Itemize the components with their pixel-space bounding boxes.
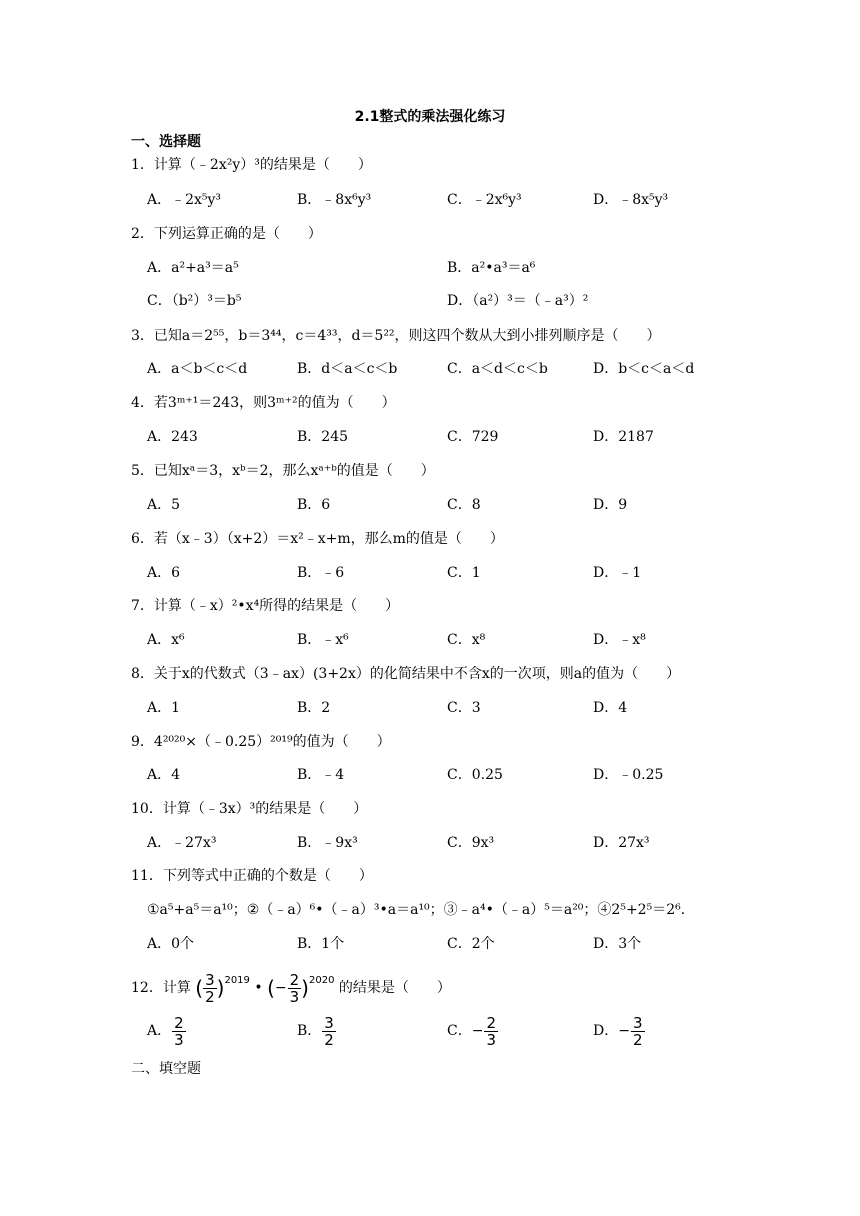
- option-d[interactable]: D．4: [593, 700, 628, 716]
- option-d[interactable]: D．﹣8x⁵y³: [593, 192, 669, 208]
- option-d[interactable]: D．− $\frac{3}{2}$: [593, 1013, 643, 1049]
- option-d[interactable]: D．﹣1: [593, 565, 642, 581]
- option-c[interactable]: C．a＜d＜c＜b: [447, 361, 548, 377]
- option-b[interactable]: B． $\frac{3}{2}$: [297, 1013, 334, 1049]
- option-b[interactable]: B．﹣8x⁶y³: [297, 192, 372, 208]
- option-c[interactable]: C．1: [447, 565, 481, 581]
- option-d[interactable]: D．27x³: [593, 835, 650, 851]
- option-c[interactable]: C．3: [447, 700, 481, 716]
- option-c[interactable]: C．x⁸: [447, 632, 486, 648]
- option-a[interactable]: A．0个: [147, 936, 195, 952]
- fraction-base-2: $\frac{2}{3}$: [289, 970, 300, 1006]
- option-d[interactable]: D．b＜c＜a＜d: [593, 361, 695, 377]
- option-a[interactable]: A． $\frac{2}{3}$: [147, 1013, 184, 1049]
- question-12-stem: 12．计算 ( $\frac{3}{2}$ )$^{2019}$ • (− $\frac{2}{3}$ )$^{2020}$ 的结果是（ ）: [131, 970, 451, 1006]
- question-3-stem: 3．已知a＝2⁵⁵，b＝3⁴⁴，c＝4³³，d＝5²²，则这四个数从大到小排列顺序是（ ）: [131, 328, 661, 344]
- question-4-options: [147, 427, 747, 447]
- question-3-options: [147, 359, 747, 379]
- option-b[interactable]: B．﹣4: [297, 767, 345, 783]
- exponent-1: 2019: [224, 975, 250, 986]
- section-heading-choice: 一、选择题: [131, 134, 201, 150]
- question-11-statements: ①a⁵+a⁵＝a¹⁰；②（﹣a）⁶•（﹣a）³•a＝a¹⁰；③﹣a⁴•（﹣a）⁵＝a²⁰；④2⁵+2⁵＝2⁶．: [147, 902, 695, 918]
- option-a[interactable]: A．1: [147, 700, 181, 716]
- exponent-2: 2020: [308, 975, 335, 986]
- stem-prefix: 12．计算: [131, 980, 191, 996]
- option-c[interactable]: C．0.25: [447, 767, 503, 783]
- question-5-stem: 5．已知xᵃ＝3，xᵇ＝2，那么xᵃ⁺ᵇ的值是（ ）: [131, 463, 435, 479]
- option-c[interactable]: C．− $\frac{2}{3}$: [447, 1013, 496, 1049]
- option-c[interactable]: C．2个: [447, 936, 495, 952]
- question-7-options: [147, 630, 747, 650]
- option-b[interactable]: B．﹣6: [297, 565, 345, 581]
- option-a[interactable]: A．a＜b＜c＜d: [147, 361, 248, 377]
- option-b[interactable]: B．2: [297, 700, 331, 716]
- section-heading-fill-in: 二、填空题: [131, 1061, 201, 1077]
- fraction-base-1: $\frac{3}{2}$: [205, 970, 215, 1006]
- question-4-stem: 4．若3ᵐ⁺¹＝243，则3ᵐ⁺²的值为（ ）: [131, 395, 396, 411]
- option-b[interactable]: B．245: [297, 429, 349, 445]
- option-d[interactable]: D．3个: [593, 936, 642, 952]
- option-a[interactable]: A．x⁶: [147, 632, 185, 648]
- question-12-options: [147, 1011, 747, 1051]
- option-b[interactable]: B．d＜a＜c＜b: [297, 361, 398, 377]
- option-b[interactable]: B．﹣9x³: [297, 835, 358, 851]
- question-10-stem: 10．计算（﹣3x）³的结果是（ ）: [131, 801, 368, 817]
- option-c[interactable]: C．8: [447, 497, 481, 513]
- question-7-stem: 7．计算（﹣x）²•x⁴所得的结果是（ ）: [131, 598, 400, 614]
- option-d[interactable]: D．9: [593, 497, 628, 513]
- question-6-options: [147, 563, 747, 583]
- option-b[interactable]: B．1个: [297, 936, 345, 952]
- option-d[interactable]: D．﹣0.25: [593, 767, 664, 783]
- question-10-options: [147, 833, 747, 853]
- question-8-stem: 8．关于x的代数式（3﹣ax）(3+2x）的化简结果中不含x的一次项，则a的值为（ ）: [131, 666, 681, 682]
- question-2-options-row1: [147, 258, 747, 278]
- question-8-options: [147, 698, 747, 718]
- option-c[interactable]: C．﹣2x⁶y³: [447, 192, 522, 208]
- question-5-options: [147, 495, 747, 515]
- question-1-options: [147, 190, 747, 210]
- option-c[interactable]: C．（b²）³＝b⁵: [147, 293, 242, 309]
- question-11-options: [147, 934, 747, 954]
- option-a[interactable]: A．5: [147, 497, 181, 513]
- page-title: 2.1整式的乘法强化练习: [354, 109, 506, 125]
- option-d[interactable]: D．﹣x⁸: [593, 632, 646, 648]
- question-9-options: [147, 765, 747, 785]
- option-a[interactable]: A．243: [147, 429, 198, 445]
- question-1-stem: 1．计算（﹣2x²y）³的结果是（ ）: [131, 157, 372, 173]
- option-a[interactable]: A．a²+a³＝a⁵: [147, 260, 239, 276]
- option-a[interactable]: A．4: [147, 767, 181, 783]
- question-2-stem: 2．下列运算正确的是（ ）: [131, 226, 322, 242]
- question-9-stem: 9．4²⁰²⁰×（﹣0.25）²⁰¹⁹的值为（ ）: [131, 734, 391, 750]
- question-11-stem: 11．下列等式中正确的个数是（ ）: [131, 868, 373, 884]
- question-6-stem: 6．若（x﹣3）（x+2）＝x²﹣x+m，那么m的值是（ ）: [131, 531, 504, 547]
- option-d[interactable]: D．2187: [593, 429, 654, 445]
- option-a[interactable]: A．﹣27x³: [147, 835, 217, 851]
- option-b[interactable]: B．6: [297, 497, 331, 513]
- option-c[interactable]: C．9x³: [447, 835, 495, 851]
- option-b[interactable]: B．﹣x⁶: [297, 632, 349, 648]
- option-a[interactable]: A．﹣2x⁵y³: [147, 192, 222, 208]
- question-2-options-row2: [147, 291, 747, 311]
- stem-suffix: 的结果是（ ）: [338, 980, 451, 996]
- option-a[interactable]: A．6: [147, 565, 181, 581]
- option-c[interactable]: C．729: [447, 429, 499, 445]
- option-d[interactable]: D．（a²）³＝（﹣a³）²: [447, 293, 589, 309]
- option-b[interactable]: B．a²•a³＝a⁶: [447, 260, 536, 276]
